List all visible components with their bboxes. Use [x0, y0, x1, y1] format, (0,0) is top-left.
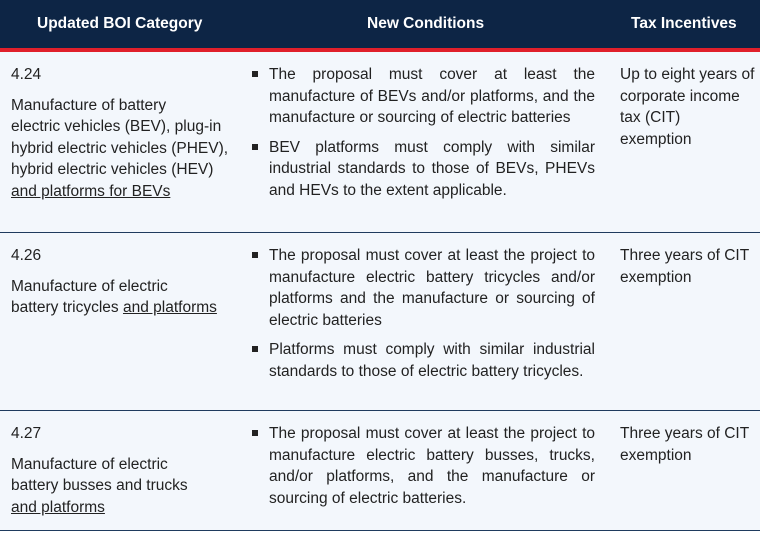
conditions-cell: [252, 411, 595, 517]
conditions-list: [252, 64, 595, 202]
category-code: 4.27: [11, 425, 42, 442]
incentive-cell: [620, 411, 755, 466]
incentive-cell: [620, 233, 755, 288]
header-category: Updated BOI Category: [37, 15, 203, 32]
header-conditions: New Conditions: [367, 15, 485, 32]
table-header: [0, 0, 760, 48]
category-code: 4.26: [11, 247, 42, 264]
bullet-square-icon: [252, 71, 258, 77]
condition-item: [252, 245, 595, 331]
table-row: [0, 233, 760, 411]
category-description-underlined: and platforms: [122, 299, 217, 317]
category-cell: [11, 52, 237, 203]
conditions-list: [252, 423, 595, 509]
category-description: [11, 95, 237, 203]
category-description-underlined: and platforms for BEVs: [11, 182, 171, 200]
category-cell: [11, 233, 237, 319]
conditions-cell: [252, 52, 595, 210]
table-row: [0, 411, 760, 531]
incentive-text: Three years of CIT exemption: [620, 425, 749, 464]
category-description-text: Manufacture of electric battery busses and trucks: [11, 455, 188, 495]
condition-item: [252, 423, 595, 509]
incentive-text: Three years of CIT exemption: [620, 247, 749, 286]
condition-text: The proposal must cover at least the project to manufacture electric battery tricycles and/or platforms and the manufacture or sourcing of electric batteries: [269, 247, 595, 329]
condition-item: [252, 137, 595, 202]
bullet-square-icon: [252, 346, 258, 352]
category-cell: [11, 411, 237, 518]
category-description: [11, 276, 237, 319]
bullet-square-icon: [252, 430, 258, 436]
conditions-cell: [252, 233, 595, 391]
condition-text: BEV platforms must comply with similar industrial standards to those of BEVs, PHEVs and HEVs to the extent applicable.: [269, 138, 595, 199]
bullet-square-icon: [252, 252, 258, 258]
table-row: [0, 52, 760, 233]
condition-item: [252, 339, 595, 382]
category-description-underlined: and platforms: [11, 498, 105, 516]
condition-text: The proposal must cover at least the project to manufacture electric battery busses, trucks, and/or platforms, and the manufacture or sourcing of electric batteries.: [269, 425, 595, 507]
condition-item: [252, 64, 595, 129]
category-description: [11, 454, 237, 519]
bullet-square-icon: [252, 144, 258, 150]
category-description-text: Manufacture of battery electric vehicles (BEV), plug-in hybrid electric vehicles (PHEV), hybrid electric vehicles (HEV): [11, 96, 229, 179]
conditions-list: [252, 245, 595, 383]
header-incentives: Tax Incentives: [631, 15, 737, 32]
category-code: 4.24: [11, 66, 42, 83]
incentive-text: Up to eight years of corporate income tax (CIT) exemption: [620, 66, 755, 148]
incentive-cell: [620, 52, 755, 150]
category-description-text: Manufacture of electric battery tricycles: [11, 277, 168, 317]
condition-text: Platforms must comply with similar industrial standards to those of electric battery tricycles.: [269, 341, 595, 380]
condition-text: The proposal must cover at least the manufacture of BEVs and/or platforms, and the manufacture or sourcing of electric batteries: [269, 66, 595, 127]
